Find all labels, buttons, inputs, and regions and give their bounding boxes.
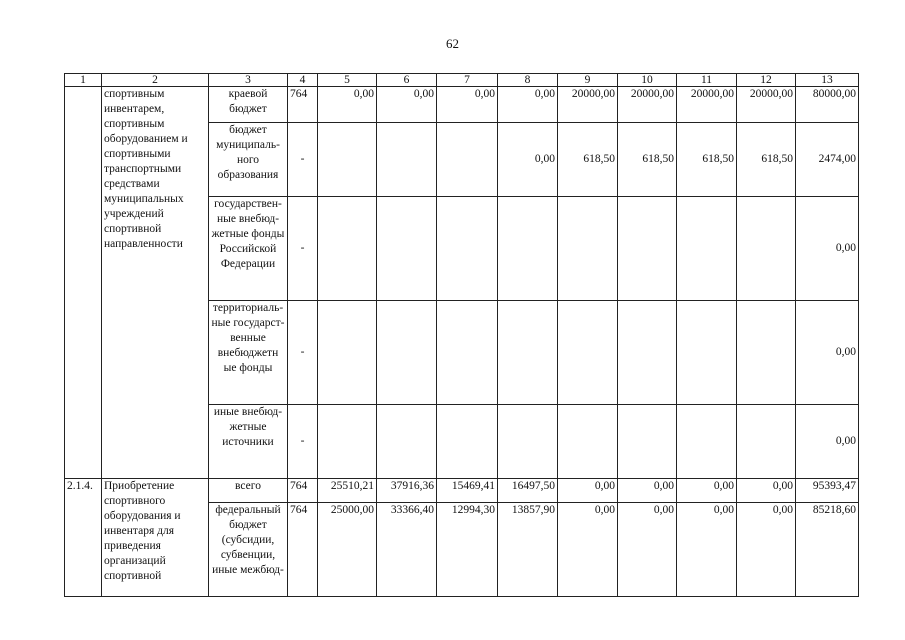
cell-col6 xyxy=(377,301,437,405)
cell-col10: 0,00 xyxy=(618,479,677,503)
cell-col11: 20000,00 xyxy=(677,87,737,123)
cell-col6: 33366,40 xyxy=(377,503,437,597)
header-cell: 6 xyxy=(377,74,437,87)
cell-col12: 0,00 xyxy=(737,479,796,503)
header-cell: 12 xyxy=(737,74,796,87)
cell-col11 xyxy=(677,197,737,301)
cell-col11 xyxy=(677,301,737,405)
cell-col7: 0,00 xyxy=(437,87,498,123)
header-cell: 4 xyxy=(288,74,318,87)
cell-col7 xyxy=(437,405,498,479)
cell-col7 xyxy=(437,197,498,301)
header-cell: 9 xyxy=(558,74,618,87)
cell-col10 xyxy=(618,405,677,479)
cell-col13: 0,00 xyxy=(796,197,859,301)
header-cell: 10 xyxy=(618,74,677,87)
cell-col4: - xyxy=(288,301,318,405)
cell-col5: 25510,21 xyxy=(318,479,377,503)
cell-col8 xyxy=(498,405,558,479)
cell-col9: 20000,00 xyxy=(558,87,618,123)
cell-col12: 20000,00 xyxy=(737,87,796,123)
cell-col10 xyxy=(618,197,677,301)
cell-col4: 764 xyxy=(288,503,318,597)
cell-col6: 37916,36 xyxy=(377,479,437,503)
funding-source: всего xyxy=(209,479,288,503)
cell-col6: 0,00 xyxy=(377,87,437,123)
cell-col13: 95393,47 xyxy=(796,479,859,503)
budget-table xyxy=(64,73,859,597)
cell-col12 xyxy=(737,301,796,405)
cell-col8 xyxy=(498,197,558,301)
header-cell: 7 xyxy=(437,74,498,87)
header-cell: 2 xyxy=(102,74,209,87)
header-cell: 5 xyxy=(318,74,377,87)
cell-col13: 85218,60 xyxy=(796,503,859,597)
cell-col12 xyxy=(737,405,796,479)
cell-col6 xyxy=(377,197,437,301)
cell-col4: - xyxy=(288,405,318,479)
cell-col9 xyxy=(558,301,618,405)
page-number: 62 xyxy=(446,36,459,51)
cell-col9: 0,00 xyxy=(558,479,618,503)
cell-col13: 80000,00 xyxy=(796,87,859,123)
funding-source: бюджет муниципаль-ного образования xyxy=(209,123,288,197)
cell-col5 xyxy=(318,301,377,405)
cell-col4: 764 xyxy=(288,87,318,123)
header-cell: 3 xyxy=(209,74,288,87)
cell-col5: 25000,00 xyxy=(318,503,377,597)
cell-col11: 0,00 xyxy=(677,503,737,597)
cell-col10: 0,00 xyxy=(618,503,677,597)
cell-col7 xyxy=(437,301,498,405)
cell-col4: 764 xyxy=(288,479,318,503)
cell-col5 xyxy=(318,405,377,479)
cell-col9 xyxy=(558,197,618,301)
cell-col12: 0,00 xyxy=(737,503,796,597)
funding-source: государствен-ные внебюд-жетные фонды Российской Федерации xyxy=(209,197,288,301)
cell-col9: 618,50 xyxy=(558,123,618,197)
header-cell: 8 xyxy=(498,74,558,87)
cell-col6 xyxy=(377,123,437,197)
header-cell: 1 xyxy=(65,74,102,87)
cell-col10 xyxy=(618,301,677,405)
funding-source: краевой бюджет xyxy=(209,87,288,123)
row-description: спортивным инвентарем, спортивным оборудованием и спортивными транспортными средствами муниципальных учреждений спортивной направленности xyxy=(102,87,209,479)
cell-col11: 618,50 xyxy=(677,123,737,197)
cell-col11 xyxy=(677,405,737,479)
cell-col4: - xyxy=(288,123,318,197)
cell-col10: 20000,00 xyxy=(618,87,677,123)
funding-source: иные внебюд-жетные источники xyxy=(209,405,288,479)
cell-col7: 12994,30 xyxy=(437,503,498,597)
funding-source: федеральный бюджет (субсидии, субвенции, иные межбюд- xyxy=(209,503,288,597)
cell-col10: 618,50 xyxy=(618,123,677,197)
cell-col8: 0,00 xyxy=(498,123,558,197)
cell-col13: 2474,00 xyxy=(796,123,859,197)
cell-col8 xyxy=(498,301,558,405)
cell-col6 xyxy=(377,405,437,479)
header-cell: 13 xyxy=(796,74,859,87)
cell-col8: 13857,90 xyxy=(498,503,558,597)
cell-col7: 15469,41 xyxy=(437,479,498,503)
cell-col9: 0,00 xyxy=(558,503,618,597)
row-code: 2.1.4. xyxy=(65,479,102,597)
funding-source: территориаль-ные государст-венные внебюджетн ые фонды xyxy=(209,301,288,405)
cell-col5 xyxy=(318,123,377,197)
cell-col5 xyxy=(318,197,377,301)
table-row xyxy=(65,479,859,503)
cell-col8: 16497,50 xyxy=(498,479,558,503)
header-row xyxy=(65,74,859,87)
cell-col11: 0,00 xyxy=(677,479,737,503)
row-description: Приобретение спортивного оборудования и инвентаря для приведения организаций спортивной xyxy=(102,479,209,597)
cell-col4: - xyxy=(288,197,318,301)
cell-col12: 618,50 xyxy=(737,123,796,197)
table-row xyxy=(65,87,859,123)
header-cell: 11 xyxy=(677,74,737,87)
cell-col9 xyxy=(558,405,618,479)
cell-col5: 0,00 xyxy=(318,87,377,123)
cell-col13: 0,00 xyxy=(796,301,859,405)
cell-col7 xyxy=(437,123,498,197)
cell-col12 xyxy=(737,197,796,301)
cell-col13: 0,00 xyxy=(796,405,859,479)
cell-col8: 0,00 xyxy=(498,87,558,123)
row-code xyxy=(65,87,102,479)
